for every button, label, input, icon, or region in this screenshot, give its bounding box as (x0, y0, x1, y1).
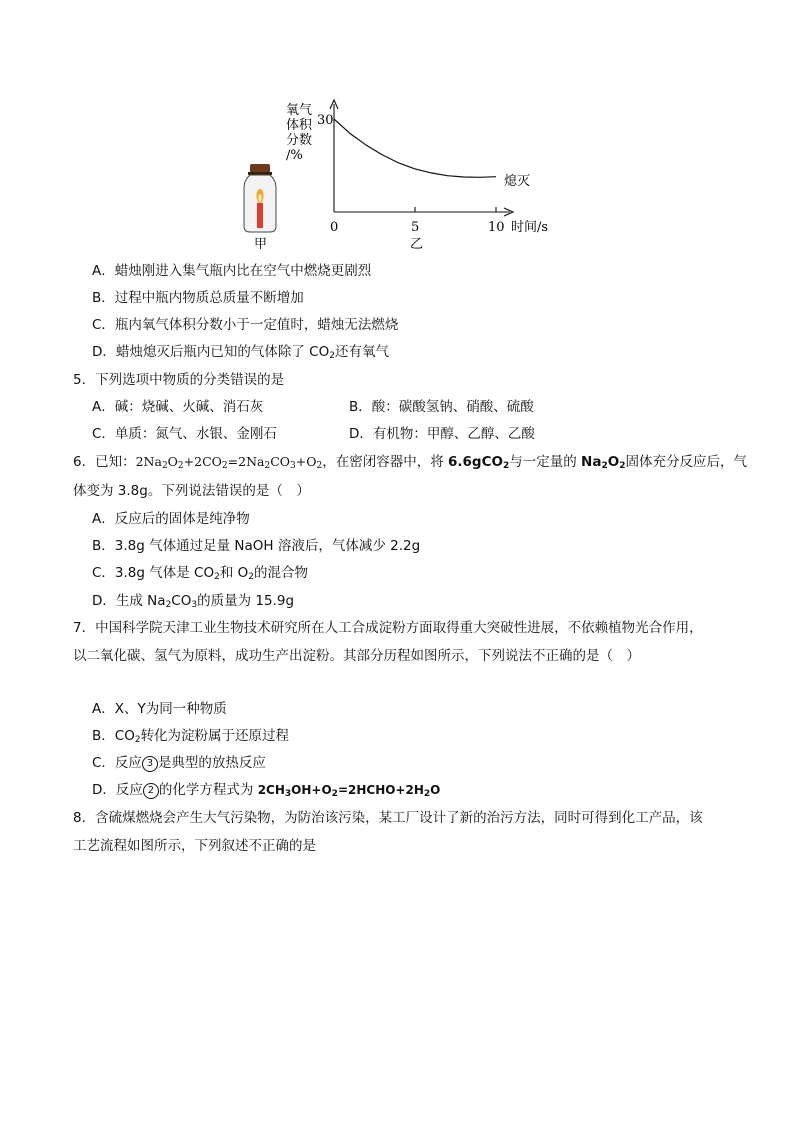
y-axis-label-line2: 体积 (286, 118, 313, 133)
q7-equation: $2CH_3OH+O_2=2HCHO+2H_2O$ (257, 783, 441, 799)
q6-option-c: C．3.8g 气体是 $CO_2$和 $O_2$的混合物 (92, 565, 308, 582)
y-axis-label-line1: 氧气 (286, 103, 313, 118)
q6-option-d: D．生成 $Na_2CO_3$的质量为 15.9g (92, 593, 295, 610)
q8-stem-line1: 8．含硫煤燃烧会产生大气污染物，为防治该污染，某工厂设计了新的治污方法，同时可得到化工产品，该 (73, 810, 703, 826)
q5-stem: 5．下列选项中物质的分类错误的是 (73, 372, 285, 388)
y-axis-label-line3: 分数 (286, 133, 313, 148)
y-axis-label-line4: /% (286, 148, 303, 163)
q7-stem-line1: 7．中国科学院天津工业生物技术研究所在人工合成淀粉方面取得重大突破性进展，不依赖植物光合作用， (73, 620, 703, 636)
q4-option-d: D．蜡烛熄灭后瓶内已知的气体除了 $CO_2$还有氧气 (92, 344, 389, 361)
q7-option-c: C．反应 3 是典型的放热反应 (92, 755, 266, 771)
curve-label: 熄灭 (504, 174, 531, 189)
y-tick-30: 30 (317, 113, 334, 128)
q6-stem-line2: 体变为 3.8g。下列说法错误的是（ ） (73, 483, 310, 499)
x-tick-10: 10 (488, 220, 505, 235)
chart-axes (330, 100, 513, 216)
q6-stem-line1: 6．已知：$2Na_2O_2+2CO_2=2Na_2CO_3+O_2$，在密闭容器中，将 6.6gCO$_2$与一定量的 $Na_2O_2$固体充分反应后，气 (73, 454, 747, 471)
q7-option-a: A．X、Y为同一种物质 (92, 701, 227, 717)
chart-label: 乙 (410, 237, 424, 252)
q7-option-d: D．反应 2 的化学方程式为 $2CH_3OH+O_2=2HCHO+2H_2O$ (92, 782, 441, 799)
x-axis-unit: 时间/s (511, 220, 549, 235)
q6-option-a: A．反应后的固体是纯净物 (92, 511, 250, 527)
q5-option-b: B．酸：碳酸氢钠、硝酸、硫酸 (349, 399, 534, 415)
q4-option-b: B．过程中瓶内物质总质量不断增加 (92, 290, 304, 306)
jar-label: 甲 (254, 237, 268, 252)
q8-stem-line2: 工艺流程如图所示，下列叙述不正确的是 (73, 838, 316, 854)
q5-option-c: C．单质：氮气、水银、金刚石 (92, 426, 277, 442)
q7-option-b: B．$CO_2$转化为淀粉属于还原过程 (92, 728, 290, 745)
circled-number: 3 (142, 756, 158, 772)
x-tick-0: 0 (330, 220, 339, 235)
circled-number: 2 (143, 783, 159, 799)
candle-jar-icon (244, 164, 276, 232)
q5-option-d: D．有机物：甲醇、乙醇、乙酸 (349, 426, 535, 442)
q5-option-a: A．碱：烧碱、火碱、消石灰 (92, 399, 264, 415)
q4-option-c: C．瓶内氧气体积分数小于一定值时，蜡烛无法燃烧 (92, 317, 399, 333)
figure-jar-and-chart (0, 0, 794, 260)
oxygen-curve (334, 119, 496, 177)
q4-option-a: A．蜡烛刚进入集气瓶内比在空气中燃烧更剧烈 (92, 263, 372, 279)
q6-option-b: B．3.8g 气体通过足量 NaOH 溶液后，气体减少 2.2g (92, 538, 421, 554)
x-tick-5: 5 (411, 220, 420, 235)
q6-equation: $2Na_2O_2+2CO_2=2Na_2CO_3+O_2$ (135, 454, 323, 471)
q7-stem-line2: 以二氧化碳、氢气为原料，成功生产出淀粉。其部分历程如图所示，下列说法不正确的是（ ） (73, 648, 640, 664)
